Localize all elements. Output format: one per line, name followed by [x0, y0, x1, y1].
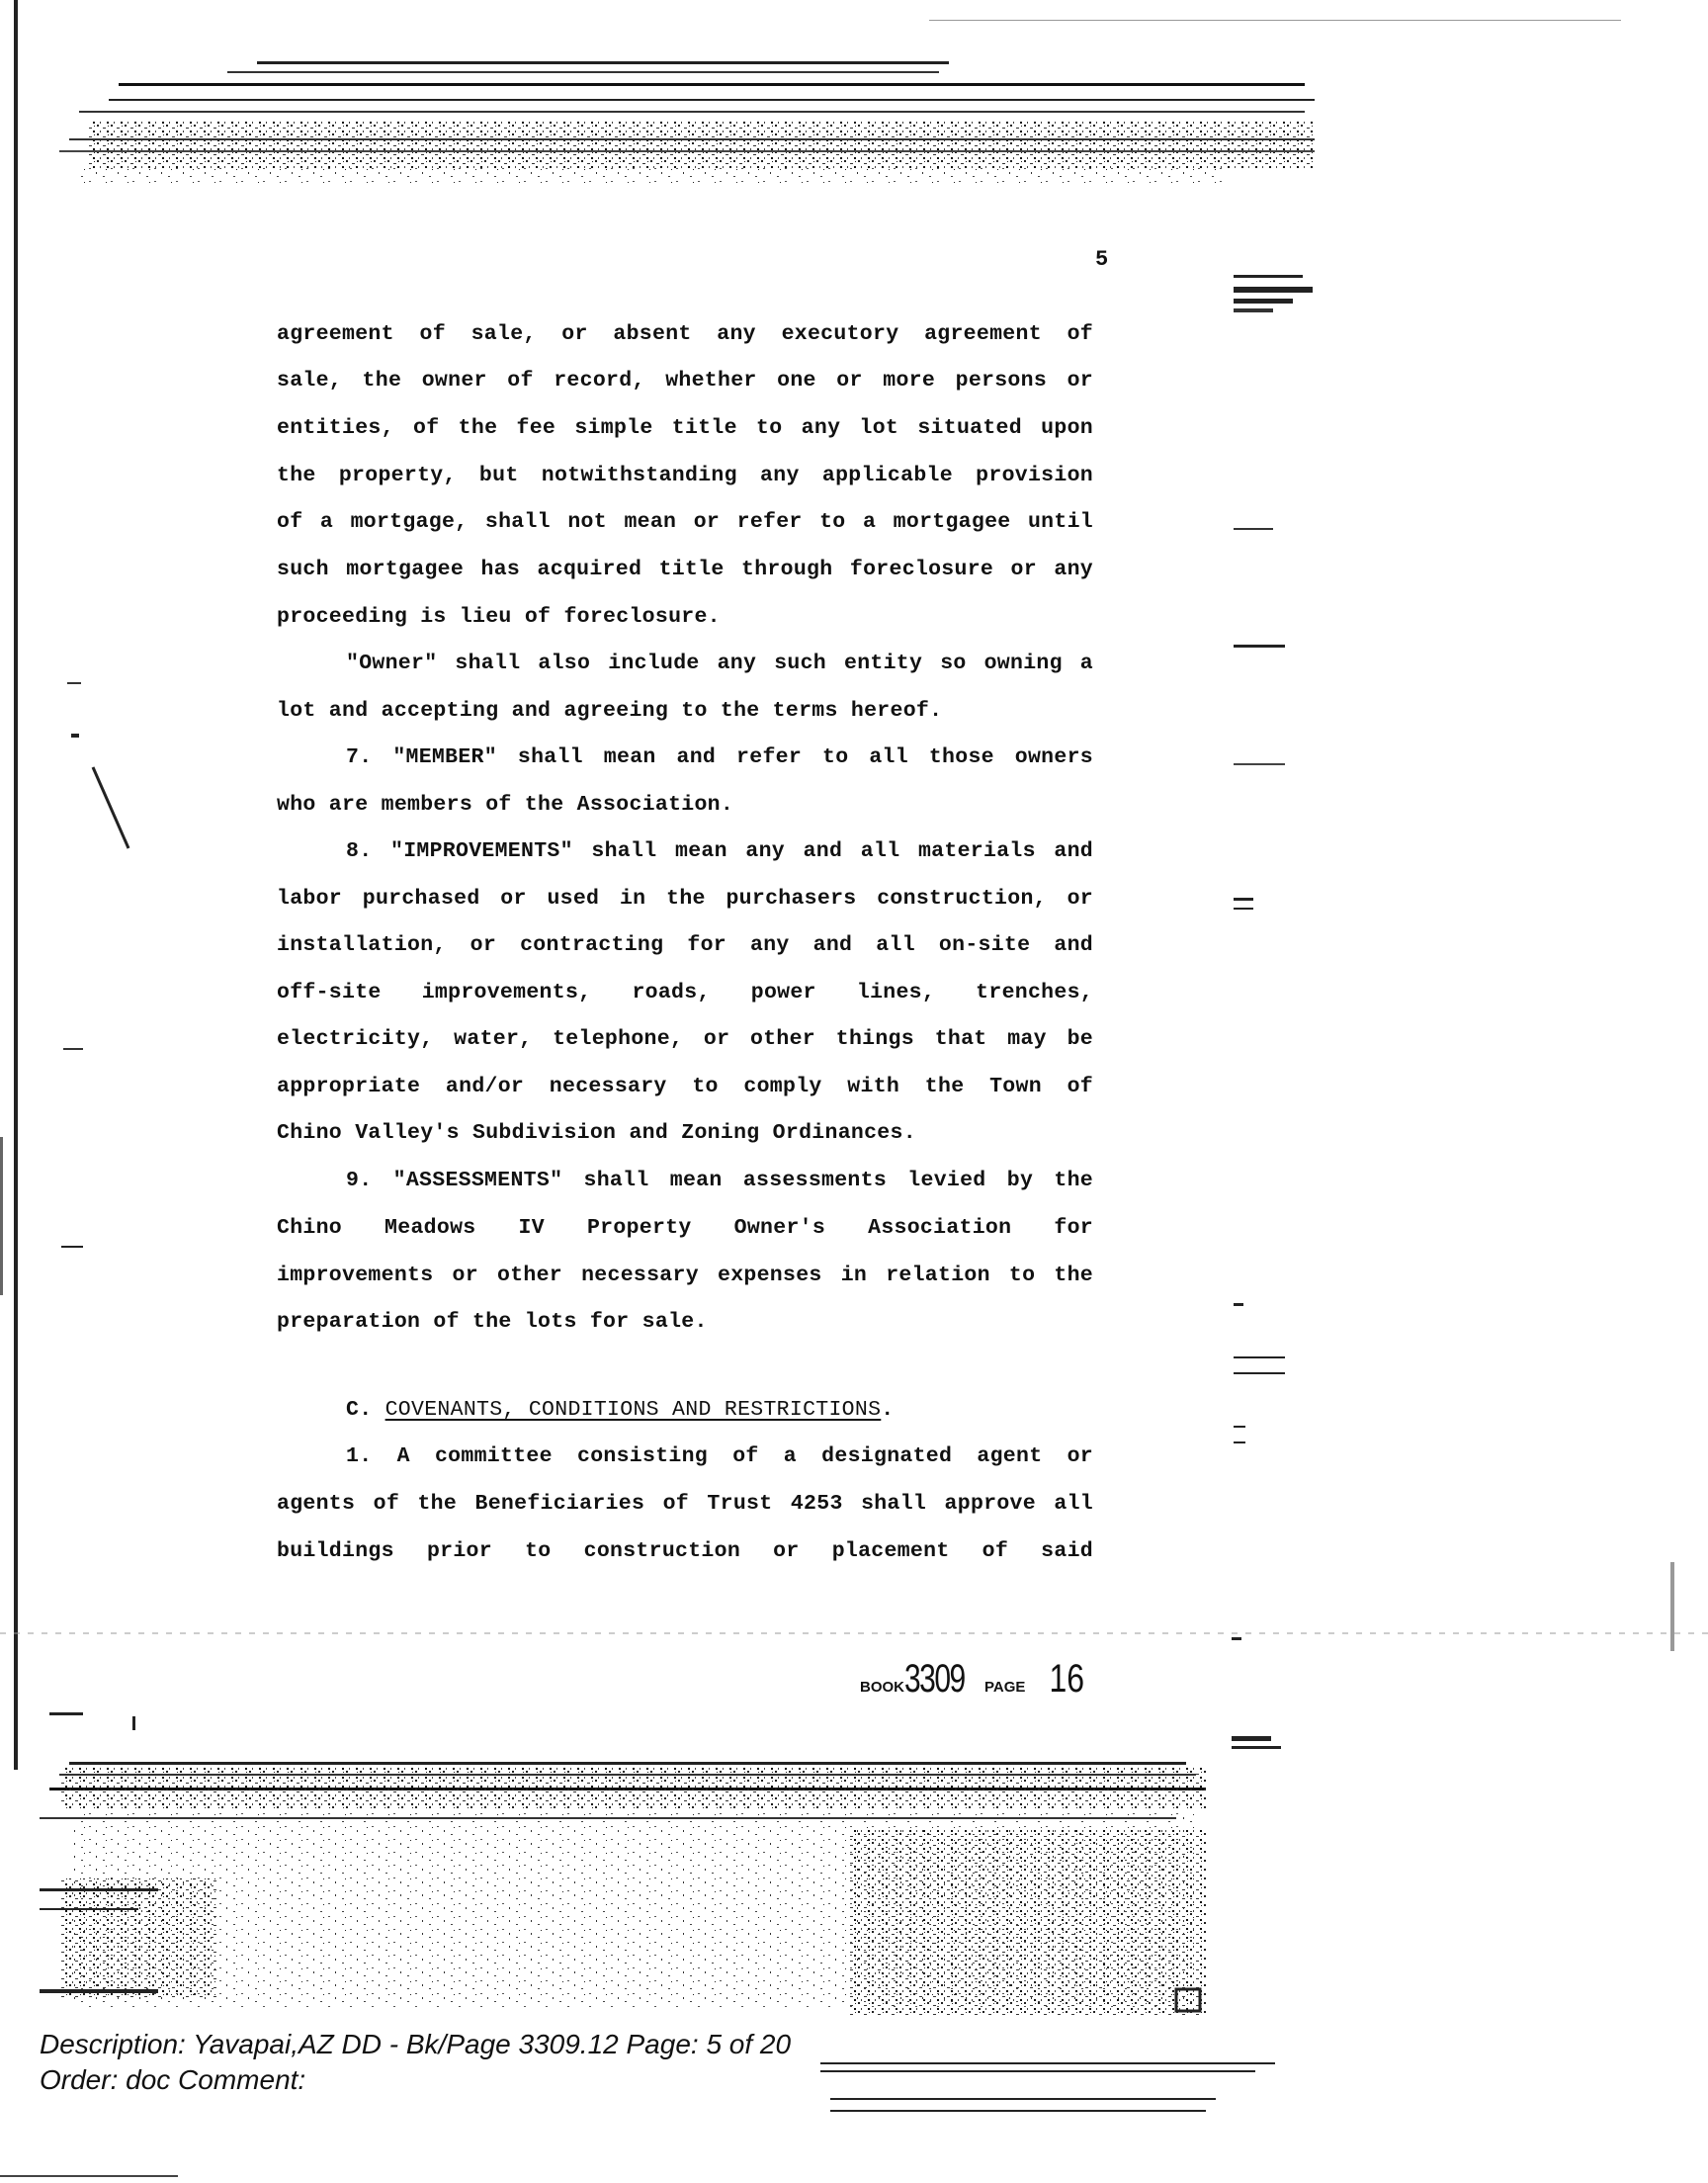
section-title: COVENANTS, CONDITIONS AND RESTRICTIONS: [384, 1398, 882, 1422]
text-line: Chino Meadows IV Property Owner's Association for: [277, 1216, 1093, 1240]
text-line: the property, but notwithstanding any applicable provision: [277, 464, 1093, 487]
text-line: who are members of the Association.: [277, 793, 734, 817]
page-number: 5: [1095, 247, 1109, 272]
text-line: such mortgagee has acquired title through foreclosure or any: [277, 558, 1093, 581]
text-line: installation, or contracting for any and all on-site and: [277, 933, 1093, 957]
section-heading: [346, 1398, 1162, 1422]
text-line: labor purchased or used in the purchasers construction, or: [277, 887, 1093, 911]
text-line: 9. "ASSESSMENTS" shall mean assessments levied by the: [346, 1169, 1093, 1192]
text-line: 1. A committee consisting of a designated agent or: [346, 1444, 1093, 1468]
text-line: electricity, water, telephone, or other things that may be: [277, 1027, 1093, 1051]
book-number: 3309: [904, 1657, 965, 1701]
text-line: agents of the Beneficiaries of Trust 4253 shall approve all: [277, 1492, 1093, 1516]
text-line: proceeding is lieu of foreclosure.: [277, 605, 721, 629]
text-line: 8. "IMPROVEMENTS" shall mean any and all materials and: [346, 839, 1093, 863]
footer-order: Order: doc Comment:: [40, 2064, 306, 2095]
text-line: "Owner" shall also include any such entity so owning a: [346, 652, 1093, 675]
section-title-trail: .: [881, 1398, 895, 1422]
text-line: appropriate and/or necessary to comply with the Town of: [277, 1075, 1093, 1098]
page-label: PAGE: [983, 1679, 1026, 1696]
text-line: improvements or other necessary expenses in relation to the: [277, 1264, 1093, 1287]
text-line: lot and accepting and agreeing to the terms hereof.: [277, 699, 943, 723]
text-line: 7. "MEMBER" shall mean and refer to all those owners: [346, 745, 1093, 769]
text-line: off-site improvements, roads, power lines, trenches,: [277, 981, 1093, 1004]
footer-description: Description: Yavapai,AZ DD - Bk/Page 3309.12 Page: 5 of 20: [40, 2029, 792, 2059]
section-letter: C.: [346, 1398, 373, 1422]
text-line: Chino Valley's Subdivision and Zoning Ordinances.: [277, 1121, 916, 1145]
text-line: sale, the owner of record, whether one or more persons or: [277, 369, 1093, 393]
book-label: BOOK: [860, 1679, 904, 1696]
text-line: agreement of sale, or absent any executory agreement of: [277, 322, 1093, 346]
text-line: buildings prior to construction or placement of said: [277, 1539, 1093, 1563]
text-line: preparation of the lots for sale.: [277, 1310, 708, 1334]
book-page-stamp: [860, 1657, 1089, 1702]
text-line: of a mortgage, shall not mean or refer to a mortgagee until: [277, 510, 1093, 534]
text-line: entities, of the fee simple title to any lot situated upon: [277, 416, 1093, 440]
page-value: 16: [1049, 1657, 1085, 1701]
